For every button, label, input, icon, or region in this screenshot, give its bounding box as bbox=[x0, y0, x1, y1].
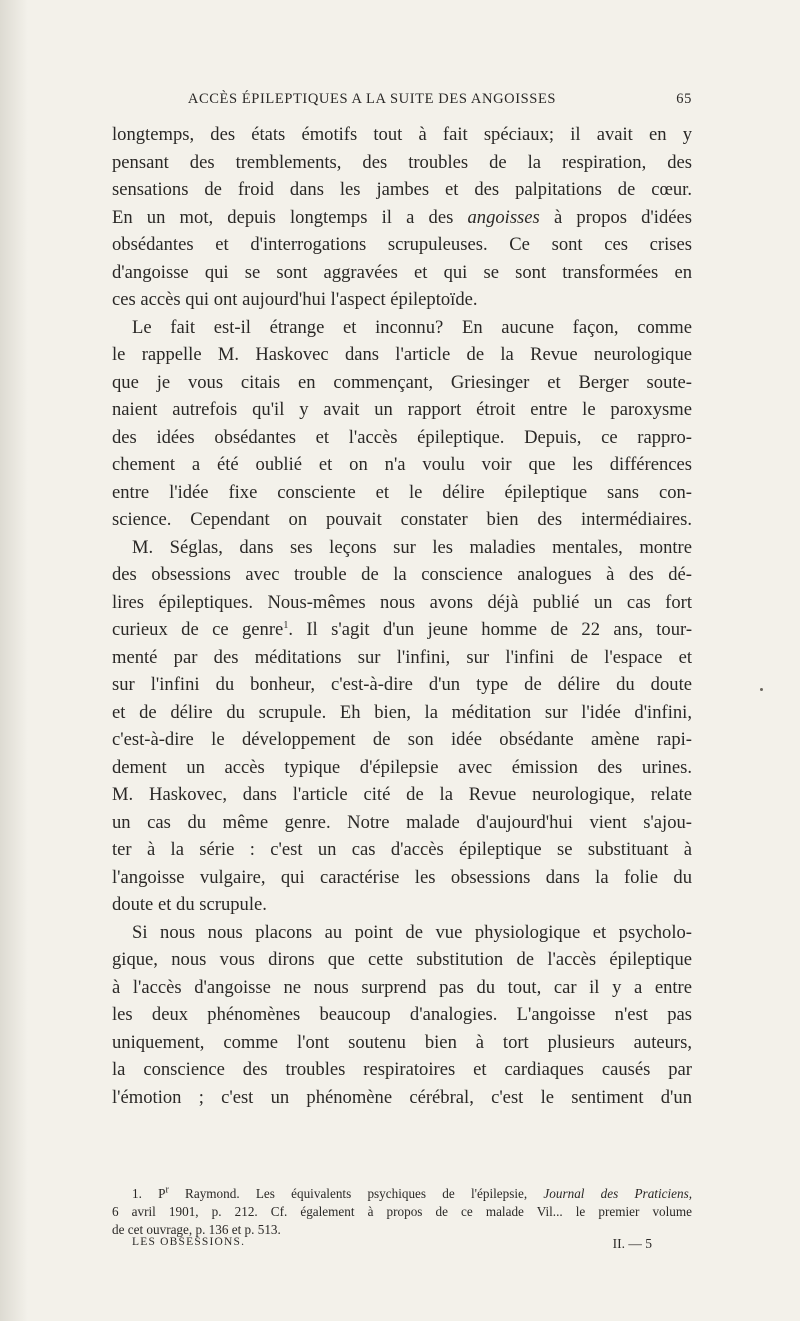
text-run: . Il s'agit d'un jeune homme de 22 ans, tour- bbox=[288, 619, 692, 640]
text-line bbox=[112, 616, 692, 644]
text-run: 1. P bbox=[132, 1186, 166, 1201]
text-line: sensations de froid dans les jambes et des palpitations de cœur. bbox=[112, 179, 692, 200]
text-line: un cas du même genre. Notre malade d'aujourd'hui vient s'ajou- bbox=[112, 811, 692, 833]
text-line: doute et du scrupule. bbox=[112, 894, 267, 915]
body-text bbox=[112, 121, 692, 1111]
text-line: des idées obsédantes et l'accès épileptique. Depuis, ce rappro- bbox=[112, 426, 692, 448]
italic-term: angoisses bbox=[467, 206, 540, 228]
text-line: obsédantes et d'interrogations scrupuleuses. Ce sont ces crises bbox=[112, 234, 692, 255]
text-line: ces accès qui ont aujourd'hui l'aspect épileptoïde. bbox=[112, 289, 478, 310]
footnote bbox=[112, 1185, 692, 1239]
text-line: chement a été oublié et on n'a voulu voir que les différences bbox=[112, 454, 692, 475]
text-line: longtemps, des états émotifs tout à fait spéciaux; il avait en y bbox=[112, 124, 692, 145]
journal-title: Journal des Praticiens, bbox=[543, 1186, 692, 1201]
text-line: M. Séglas, dans ses leçons sur les maladies mentales, montre bbox=[132, 536, 692, 558]
text-run: curieux de ce genre bbox=[112, 619, 284, 640]
footnote-line bbox=[112, 1185, 692, 1203]
text-line: la conscience des troubles respiratoires et cardiaques causés par bbox=[112, 1059, 692, 1080]
running-head bbox=[112, 91, 692, 111]
footnote-line: de cet ouvrage, p. 136 et p. 513. bbox=[112, 1222, 281, 1237]
text-line: ter à la série : c'est un cas d'accès épileptique se substituant à bbox=[112, 839, 692, 860]
text-line: le rappelle M. Haskovec dans l'article de la Revue neurologique bbox=[112, 344, 692, 365]
text-run: Raymond. Les équivalents psychiques de l'épilepsie, bbox=[168, 1186, 544, 1201]
text-run: En un mot, depuis longtemps il a des bbox=[112, 206, 468, 228]
text-line: que je vous citais en commençant, Griesinger et Berger soute- bbox=[112, 371, 692, 393]
text-line: lires épileptiques. Nous-mêmes nous avons déjà publié un cas fort bbox=[112, 591, 692, 613]
text-line: sur l'infini du bonheur, c'est-à-dire d'un type de délire du doute bbox=[112, 674, 692, 695]
text-line: pensant des tremblements, des troubles de la respiration, des bbox=[112, 151, 692, 173]
text-line: menté par des méditations sur l'infini, sur l'infini de l'espace et bbox=[112, 646, 692, 668]
text-line: entre l'idée fixe consciente et le délire épileptique sans con- bbox=[112, 481, 692, 503]
text-line: c'est-à-dire le développement de son idée obsédante amène rapi- bbox=[112, 729, 692, 750]
text-line: Si nous nous placons au point de vue physiologique et psycholo- bbox=[132, 921, 692, 943]
text-line: d'angoisse qui se sont aggravées et qui se sont transformées en bbox=[112, 261, 692, 283]
text-line: Le fait est-il étrange et inconnu? En aucune façon, comme bbox=[132, 316, 692, 338]
text-line: l'angoisse vulgaire, qui caractérise les obsessions dans la folie du bbox=[112, 866, 692, 888]
paper-speck bbox=[760, 688, 763, 691]
text-line: et de délire du scrupule. Eh bien, la méditation sur l'idée d'infini, bbox=[112, 701, 692, 723]
text-line bbox=[112, 204, 692, 232]
text-line: naient autrefois qu'il y avait un rapport étroit entre le paroxysme bbox=[112, 399, 692, 420]
text-line: gique, nous vous dirons que cette substitution de l'accès épileptique bbox=[112, 949, 692, 970]
page-number: 65 bbox=[676, 91, 692, 107]
text-run: à propos d'idées bbox=[539, 206, 692, 228]
signature-line bbox=[132, 1236, 652, 1256]
text-line: uniquement, comme l'ont soutenu bien à tort plusieurs auteurs, bbox=[112, 1031, 692, 1053]
text-line: M. Haskovec, dans l'article cité de la Revue neurologique, relate bbox=[112, 784, 692, 805]
text-line: dement un accès typique d'épilepsie avec émission des urines. bbox=[112, 756, 692, 778]
signature-mark: II. — 5 bbox=[612, 1236, 652, 1251]
running-head-title: ACCÈS ÉPILEPTIQUES A LA SUITE DES ANGOISSES bbox=[187, 91, 557, 107]
text-line: des obsessions avec trouble de la conscience analogues à des dé- bbox=[112, 564, 692, 585]
text-line: les deux phénomènes beaucoup d'analogies. L'angoisse n'est pas bbox=[112, 1004, 692, 1025]
footnote-reference: 1 bbox=[283, 619, 289, 631]
superscript: r bbox=[165, 1185, 169, 1196]
text-line: à l'accès d'angoisse ne nous surprend pas du tout, car il y a entre bbox=[112, 976, 692, 998]
footnote-line: 6 avril 1901, p. 212. Cf. également à propos de ce malade Vil... le premier volume bbox=[112, 1204, 692, 1219]
text-line: science. Cependant on pouvait constater bien des intermédiaires. bbox=[112, 509, 692, 530]
signature-title: LES OBSESSIONS. bbox=[132, 1236, 246, 1248]
binding-shadow bbox=[0, 0, 28, 1321]
text-line: l'émotion ; c'est un phénomène cérébral, c'est le sentiment d'un bbox=[112, 1086, 692, 1108]
